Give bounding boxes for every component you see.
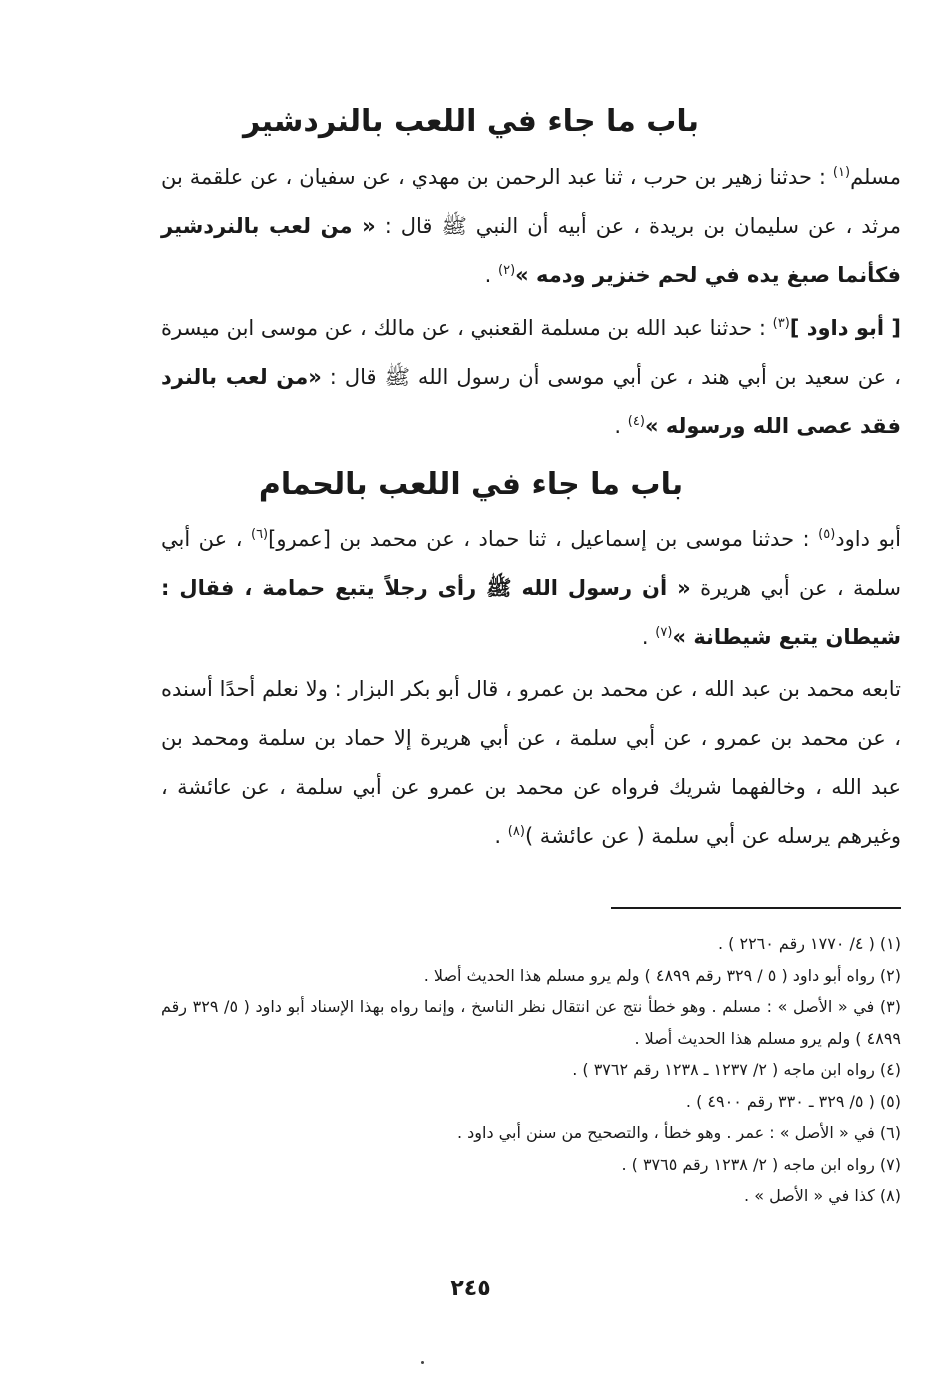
narrator-lead: مسلم <box>850 165 901 189</box>
isnad-text: : حدثنا عبد الله بن مسلمة القعنبي ، عن مالك ، عن موسى ابن ميسرة ، عن سعيد بن أبي هند ، عن أبي موسى أن رسول الله ﷺ قال : <box>161 316 901 389</box>
isnad-text: : حدثنا زهير بن حرب ، ثنا عبد الرحمن بن مهدي ، عن سفيان ، عن علقمة بن مرثد ، عن سليمان بن بريدة ، عن أبيه أن النبي ﷺ قال : <box>161 165 901 238</box>
footnote-ref-3[interactable]: (٣) <box>772 316 790 331</box>
sentence-end: . <box>614 414 622 438</box>
hadith-quote: «من لعب بالنرد فقد عصى الله ورسوله » <box>161 365 901 438</box>
paragraph-commentary <box>161 665 901 861</box>
narrator-lead: أبو داود <box>835 527 901 551</box>
paragraph-abu-dawud-hadith <box>161 304 901 451</box>
chapter-heading-pigeons: باب ما جاء في اللعب بالحمام <box>258 467 684 502</box>
footnotes-list <box>161 928 901 1212</box>
footnote-6: (٦) في « الأصل » : عمر . وهو خطأ ، والتصحيح من سنن أبي داود . <box>456 1123 901 1142</box>
footnote-ref-2[interactable]: (٢) <box>498 263 516 278</box>
footnote-ref-8[interactable]: (٨) <box>507 824 525 839</box>
footnote-7: (٧) رواه ابن ماجه ( ٢/ ١٢٣٨ رقم ٣٧٦٥ ) . <box>621 1154 901 1174</box>
footnote-4: (٤) رواه ابن ماجه ( ٢/ ١٢٣٧ ـ ١٢٣٨ رقم ٣٧٦٢ ) . <box>572 1060 901 1079</box>
sentence-end: . <box>484 263 492 287</box>
isnad-text-2: ، عن أبي سلمة ، عن أبي هريرة <box>161 527 901 600</box>
sentence-end: . <box>494 824 502 848</box>
footnote-ref-7[interactable]: (٧) <box>655 625 673 640</box>
sentence-end: . <box>641 625 649 649</box>
hadith-quote: « أن رسول الله ﷺ رأى رجلاً يتبع حمامة ، فقال : شيطان يتبع شيطانة » <box>161 576 901 649</box>
paragraph-muslim-hadith <box>161 153 901 300</box>
footnote-ref-5[interactable]: (٥) <box>818 527 836 542</box>
paragraph-abu-dawud-pigeon-hadith <box>161 515 901 662</box>
footnote-ref-1[interactable]: (١) <box>832 165 851 180</box>
page-number: ٢٤٥ <box>450 1276 491 1301</box>
isnad-text: : حدثنا موسى بن إسماعيل ، ثنا حماد ، عن محمد بن [عمرو] <box>268 527 810 551</box>
narrator-lead: [ أبو داود ] <box>789 316 901 340</box>
footnote-separator <box>611 907 901 909</box>
hadith-quote: « من لعب بالنردشير فكأنما صبغ يده في لحم خنزير ودمه » <box>161 214 901 287</box>
chapter-heading-backgammon: باب ما جاء في اللعب بالنردشير <box>243 104 699 139</box>
commentary-text: تابعه محمد بن عبد الله ، عن محمد بن عمرو ، قال أبو بكر البزار : ولا نعلم أحدًا أسنده ، عن محمد بن عمرو ، عن أبي سلمة ، عن أبي هريرة إلا حماد بن سلمة ومحمد بن عبد الله ، وخالفهما شريك فرواه عن محمد بن عمرو عن أبي سلمة ، عن عائشة ، وغيرهم يرسله عن أبي سلمة ( عن عائشة ) <box>161 677 901 848</box>
footnote-ref-4[interactable]: (٤) <box>627 414 645 429</box>
footnote-3: (٣) في « الأصل » : مسلم . وهو خطأ نتج عن انتقال نظر الناسخ ، وإنما رواه بهذا الإسناد أبو داود ( ٥/ ٣٢٩ رقم ٤٨٩٩ ) ولم يرو مسلم هذا الحديث أصلا . <box>161 997 901 1048</box>
footnote-1: (١) ( ٤/ ١٧٧٠ رقم ٢٢٦٠ ) . <box>717 934 901 953</box>
scan-speck <box>421 1361 424 1364</box>
footnote-2: (٢) رواه أبو داود ( ٥ / ٣٢٩ رقم ٤٨٩٩ ) ولم يرو مسلم هذا الحديث أصلا . <box>423 965 901 985</box>
footnote-ref-6[interactable]: (٦) <box>250 527 269 542</box>
footnote-8: (٨) كذا في « الأصل » . <box>744 1186 901 1205</box>
footnote-5: (٥) ( ٥/ ٣٢٩ ـ ٣٣٠ رقم ٤٩٠٠ ) . <box>685 1091 901 1111</box>
